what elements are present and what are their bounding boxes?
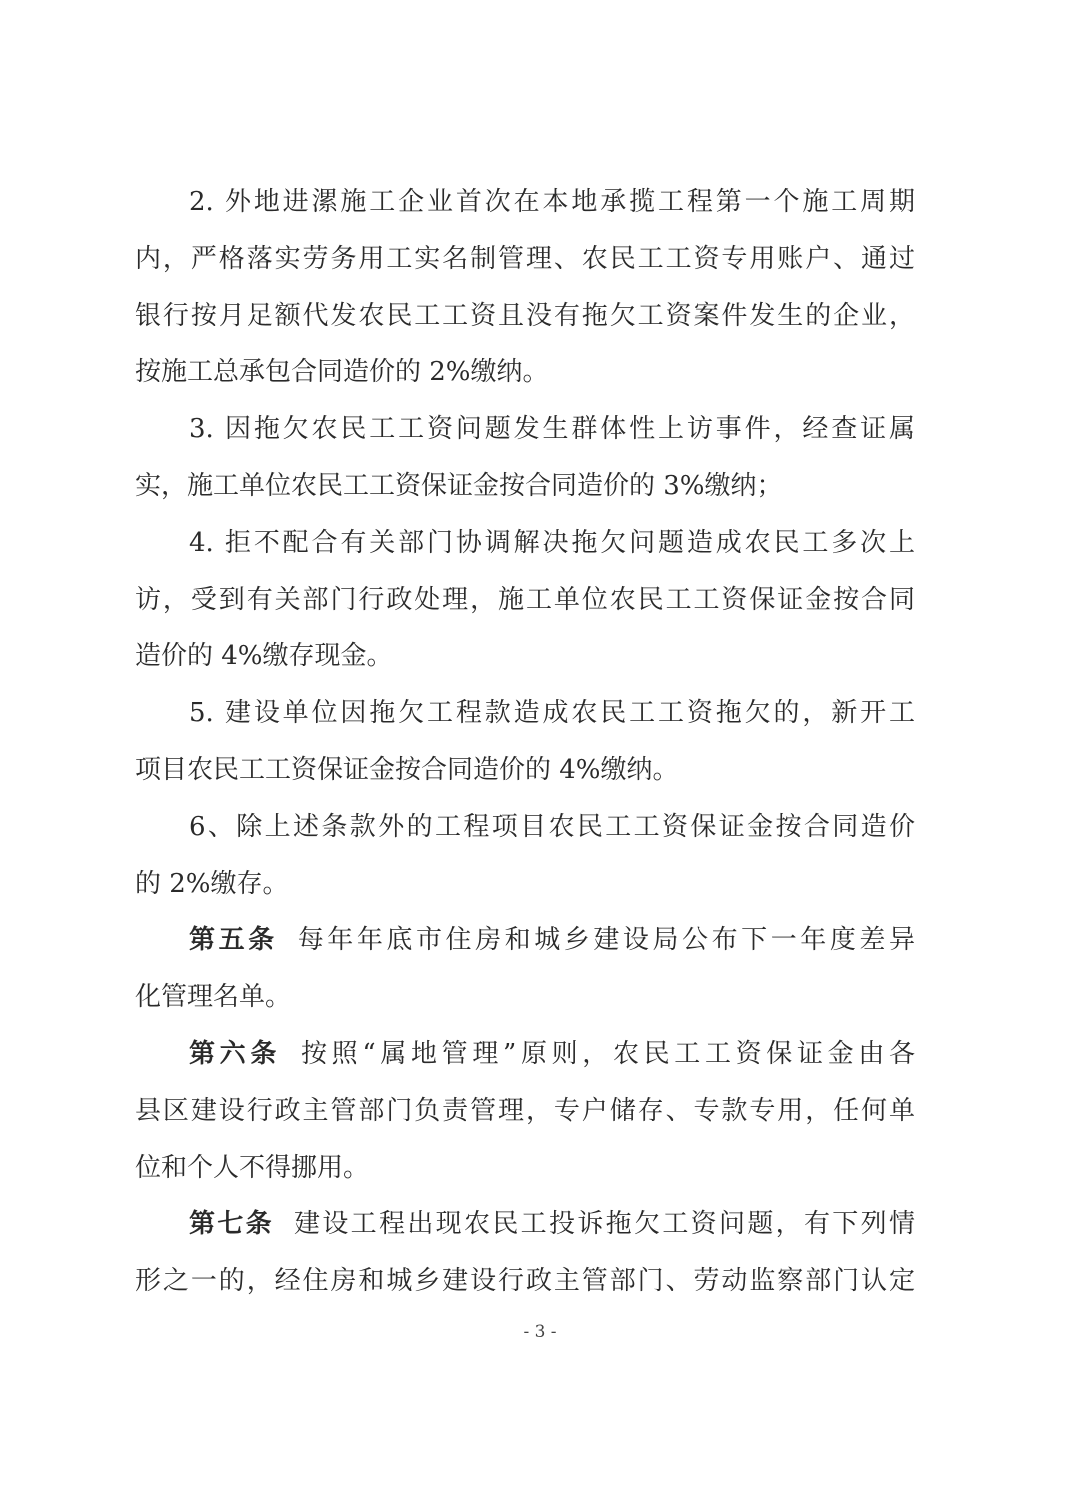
line-text: 5. 建设单位因拖欠工程款造成农民工工资拖欠的，新开工 [189,698,915,729]
text-line [135,350,915,407]
text-line [135,1032,915,1089]
paragraph [135,805,915,919]
text-line [135,862,915,919]
line-text: 每年年底市住房和城乡建设局公布下一年度差异 [297,925,915,956]
line-text: 6、除上述条款外的工程项目农民工工资保证金按合同造价 [189,811,915,842]
text-line [135,180,915,237]
article-heading: 第七条 [189,1209,274,1240]
text-line [135,407,915,464]
text-line [135,464,915,521]
text-line [135,748,915,805]
paragraph [135,180,915,407]
line-text: 县区建设行政主管部门负责管理，专户储存、专款专用，任何单 [135,1095,915,1126]
page-number: - 3 - [523,1322,557,1342]
text-line [135,237,915,294]
line-text: 形之一的，经住房和城乡建设行政主管部门、劳动监察部门认定 [135,1266,915,1297]
paragraph [135,1202,915,1316]
line-text: 按施工总承包合同造价的 2%缴纳。 [135,357,549,388]
line-text: 访，受到有关部门行政处理，施工单位农民工工资保证金按合同 [135,584,915,615]
line-text: 的 2%缴存。 [135,868,289,899]
text-line [135,578,915,635]
line-text: 银行按月足额代发农民工工资且没有拖欠工资案件发生的企业， [135,300,915,331]
text-line [135,1146,915,1203]
text-line [135,975,915,1032]
text-line [135,1202,915,1259]
paragraph [135,407,915,521]
text-line [135,1089,915,1146]
line-text: 实，施工单位农民工工资保证金按合同造价的 3%缴纳； [135,470,783,501]
text-line [135,521,915,578]
line-text: 建设工程出现农民工投诉拖欠工资问题，有下列情 [294,1209,915,1240]
line-text: 位和个人不得挪用。 [135,1152,370,1183]
text-line [135,634,915,691]
line-text: 内，严格落实劳务用工实名制管理、农民工工资专用账户、通过 [135,243,915,274]
article-heading: 第六条 [189,1038,282,1069]
paragraph [135,918,915,1032]
line-text: 造价的 4%缴存现金。 [135,641,393,672]
text-line [135,691,915,748]
article-heading: 第五条 [189,925,278,956]
line-text: 4. 拒不配合有关部门协调解决拖欠问题造成农民工多次上 [189,527,915,558]
text-line [135,1259,915,1316]
text-line [135,294,915,351]
line-text: 2. 外地进漯施工企业首次在本地承揽工程第一个施工周期 [189,187,915,217]
document-body [135,180,915,1316]
line-text: 3. 因拖欠农民工工资问题发生群体性上访事件，经查证属 [189,414,915,445]
paragraph [135,521,915,691]
paragraph [135,691,915,805]
paragraph [135,1032,915,1202]
line-text: 项目农民工工资保证金按合同造价的 4%缴纳。 [135,754,679,785]
text-line [135,918,915,975]
line-text: 按照“属地管理”原则，农民工工资保证金由各 [301,1038,915,1069]
line-text: 化管理名单。 [135,982,292,1013]
text-line [135,805,915,862]
